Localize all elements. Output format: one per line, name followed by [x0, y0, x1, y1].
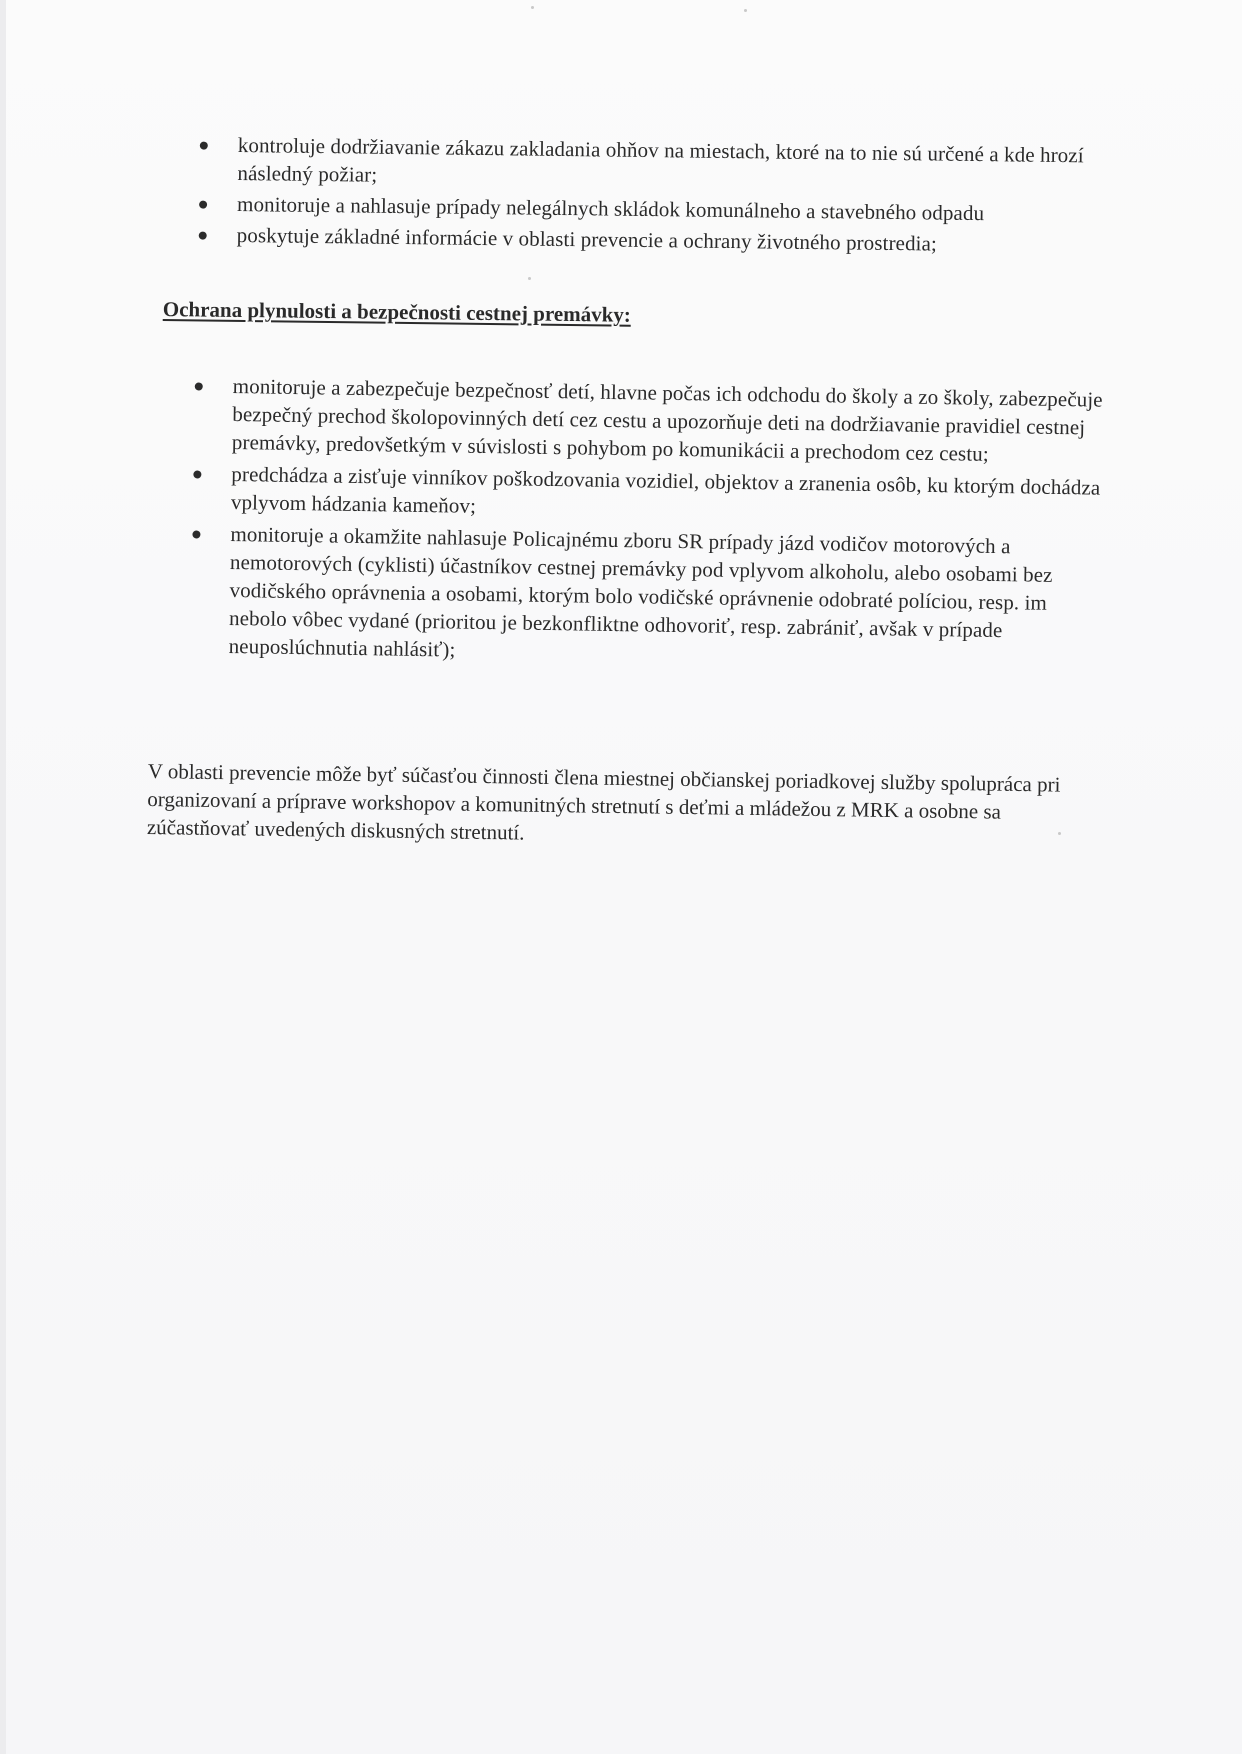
section-heading: Ochrana plynulosti a bezpečnosti cestnej premávky:: [162, 297, 631, 327]
environment-duties-list: [237, 131, 1118, 263]
list-item-text: poskytuje základné informácie v oblasti prevencie a ochrany životného prostredia;: [236, 222, 938, 256]
list-item-text: monitoruje a nahlasuje prípady nelegálnych skládok komunálneho a stavebného odpadu: [236, 191, 985, 226]
list-item-text: kontroluje dodržiavanie zákazu zakladania ohňov na miestach, ktoré na to nie sú určené a kde hrozí následný požiar;: [237, 132, 1084, 187]
list-item: [232, 372, 1113, 470]
list-item: [237, 131, 1118, 198]
list-item: [231, 460, 1112, 530]
bullet-icon: [199, 232, 207, 240]
closing-paragraph: V oblasti prevencie môže byť súčasťou činnosti člena miestnej občianskej poriadkovej služby spolupráca pri organizovaní a príprave workshopov a komunitných stretnutí s deťmi a mládežou z MRK a osobne sa zúčastňovať uvedených diskusných stretnutí.: [146, 758, 1061, 845]
bullet-icon: [195, 382, 203, 390]
bullet-icon: [193, 470, 201, 478]
list-item-text: monitoruje a zabezpečuje bezpečnosť detí, hlavne počas ich odchodu do školy a zo školy, zabezpečuje bezpečný prechod školopovinných detí cez cestu a upozorňuje deti na dodržiavanie pravidiel cestnej premávky, predovšetkým v súvislosti s pohybom po komunikácii a prechodom cez cestu;: [231, 373, 1103, 466]
bullet-icon: [192, 530, 200, 538]
traffic-safety-duties-list: [228, 372, 1112, 678]
bullet-icon: [199, 201, 207, 209]
list-item-text: monitoruje a okamžite nahlasuje Policajnému zboru SR prípady jázd vodičov motorových a nemotorových (cyklisti) účastníkov cestnej premávky pod vplyvom alkoholu, alebo osobami bez vodičského oprávnenia a osobami, ktorým bolo vodičské oprávnenie odobraté políciou, resp. im nebolo vôbec vydané (prioritou je bezkonfliktne odhovoriť, resp. zabrániť, avšak v prípade neuposlúchnutia nahlásiť);: [228, 521, 1053, 662]
list-item-text: predchádza a zisťuje vinníkov poškodzovania vozidiel, objektov a zranenia osôb, ku ktorým dochádza vplyvom hádzania kameňov;: [230, 461, 1101, 518]
bullet-icon: [200, 142, 208, 150]
list-item: [228, 520, 1110, 674]
